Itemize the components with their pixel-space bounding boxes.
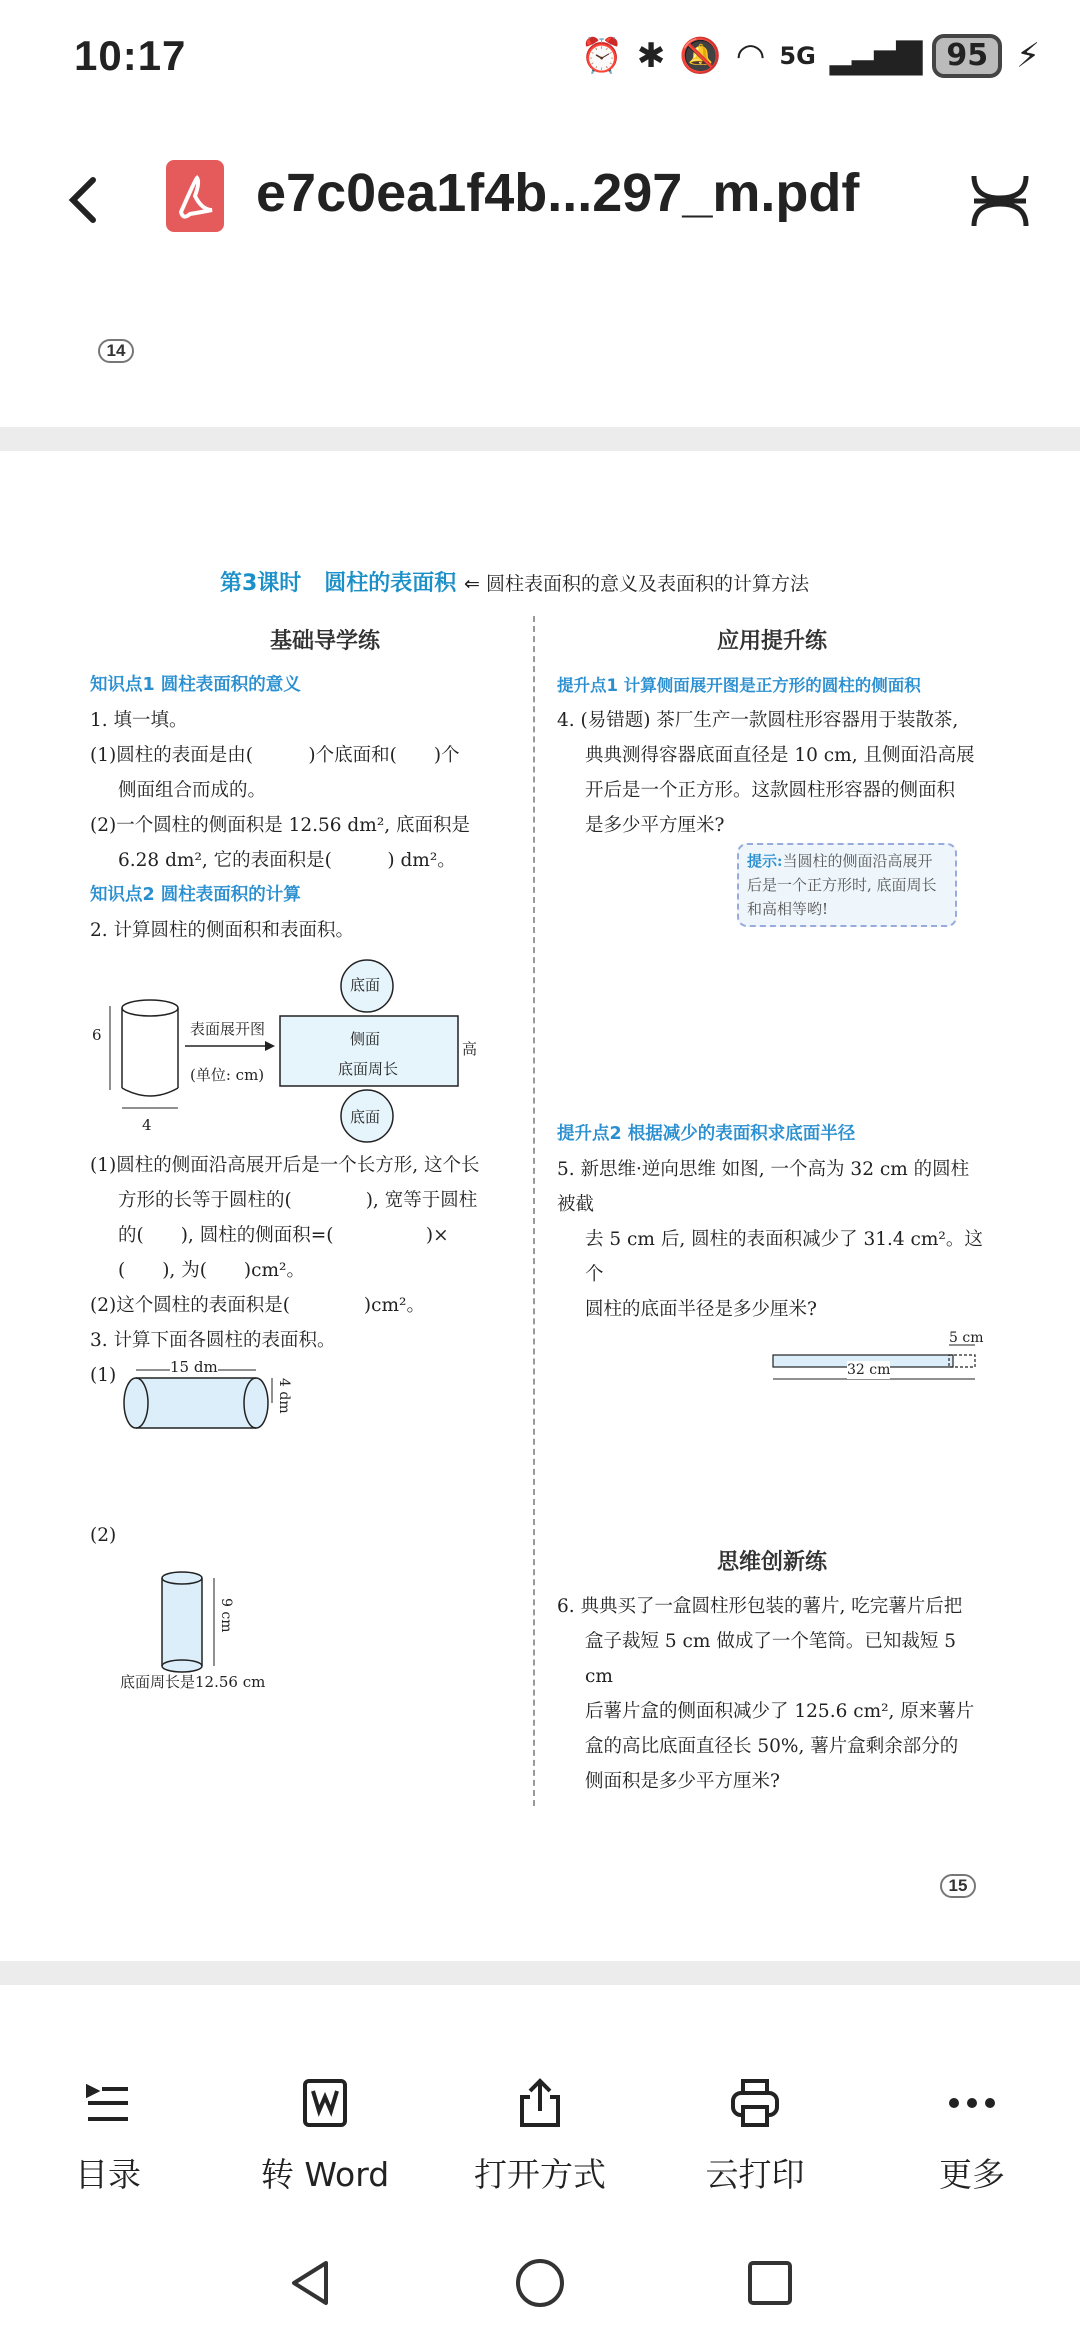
cylinder-unfold-figure: 6 4 表面展开图 (单位: cm) 底面 侧面 高 底面周长 底面 bbox=[90, 948, 560, 1148]
document-title: e7c0ea1f4b...297_m.pdf bbox=[256, 163, 860, 223]
wifi-icon: ◠ bbox=[735, 36, 766, 76]
question-line: 6.28 dm², 它的表面积是( ) dm²。 bbox=[118, 850, 456, 871]
question: 2. 计算圆柱的侧面积和表面积。 bbox=[90, 920, 355, 941]
question-line: 典典测得容器底面直径是 10 cm, 且侧面沿高展 bbox=[585, 745, 975, 766]
list-icon bbox=[80, 2075, 136, 2131]
question-line: 是多少平方厘米? bbox=[585, 815, 725, 836]
question-line: 去 5 cm 后, 圆柱的表面积减少了 31.4 cm²。这个 bbox=[585, 1229, 983, 1285]
toc-button[interactable]: 目录 bbox=[33, 2075, 183, 2196]
page-number: 15 bbox=[940, 1874, 976, 1898]
share-icon bbox=[512, 2075, 568, 2131]
title-bar bbox=[0, 120, 1080, 285]
question-line: 4. (易错题) 茶厂生产一款圆柱形容器用于装散茶, bbox=[557, 710, 959, 731]
charging-icon: ⚡ bbox=[1016, 36, 1040, 76]
question-line: 方形的长等于圆柱的( ), 宽等于圆柱 bbox=[118, 1190, 478, 1211]
status-bar bbox=[0, 0, 1080, 120]
bottom-toolbar bbox=[0, 1985, 1080, 2340]
more-icon bbox=[944, 2075, 1000, 2131]
question-line: 盒的高比底面直径长 50%, 薯片盒剩余部分的 bbox=[585, 1736, 959, 1757]
system-back-icon[interactable] bbox=[282, 2255, 338, 2311]
question: 1. 填一填。 bbox=[90, 710, 188, 731]
page-14-bottom bbox=[0, 285, 1080, 427]
network-label: 5G bbox=[779, 42, 816, 70]
cylinder-figure-2: 9 cm 底面周长是12.56 cm bbox=[90, 1568, 560, 1698]
battery-icon: 95 bbox=[932, 34, 1002, 78]
section-heading: 思维创新练 bbox=[716, 1550, 827, 1575]
right-column bbox=[557, 616, 987, 1799]
convert-word-button[interactable]: 转 Word bbox=[250, 2075, 400, 2196]
question-line: 5. 新思维·逆向思维 如图, 一个高为 32 cm 的圆柱被截 bbox=[557, 1159, 970, 1215]
question: 3. 计算下面各圆柱的表面积。 bbox=[90, 1330, 336, 1351]
question-line: ( ), 为( )cm²。 bbox=[118, 1260, 305, 1281]
signal-icon: ▂▃▅▇ bbox=[829, 36, 919, 76]
open-with-button[interactable]: 打开方式 bbox=[465, 2075, 615, 2196]
lesson-heading: 第3课时 圆柱的表面积 ⇐ 圆柱表面积的意义及表面积的计算方法 bbox=[220, 571, 809, 596]
system-home-icon[interactable] bbox=[512, 2255, 568, 2311]
cloud-print-button[interactable]: 云打印 bbox=[680, 2075, 830, 2196]
question-line: (1)圆柱的侧面沿高展开后是一个长方形, 这个长 bbox=[90, 1155, 480, 1176]
left-column bbox=[90, 616, 560, 1698]
clock: 10:17 bbox=[74, 32, 187, 79]
section-heading: 基础导学练 bbox=[269, 629, 380, 654]
more-button[interactable]: 更多 bbox=[897, 2075, 1047, 2196]
word-icon bbox=[297, 2075, 353, 2131]
pdf-page bbox=[0, 451, 1080, 1961]
status-icons bbox=[581, 34, 1040, 78]
knowledge-point: 提升点1 计算侧面展开图是正方形的圆柱的侧面积 bbox=[557, 676, 921, 695]
alarm-icon: ⏰ bbox=[580, 36, 623, 76]
question-line: 侧面组合而成的。 bbox=[118, 780, 267, 801]
question-line: (1)圆柱的表面是由( )个底面和( )个 bbox=[90, 745, 460, 766]
knowledge-point: 提升点2 根据减少的表面积求底面半径 bbox=[557, 1124, 856, 1144]
question-line: (2)这个圆柱的表面积是( )cm²。 bbox=[90, 1295, 425, 1316]
hint-box: 提示:当圆柱的侧面沿高展开后是一个正方形时, 底面周长和高相等哟! bbox=[737, 843, 957, 927]
prev-page-number: 14 bbox=[98, 339, 134, 363]
fullscreen-icon[interactable] bbox=[970, 172, 1030, 230]
knowledge-point: 知识点2 圆柱表面积的计算 bbox=[90, 885, 301, 905]
cut-cylinder-figure: 5 cm 32 cm bbox=[557, 1327, 987, 1537]
question-line: 的( ), 圆柱的侧面积=( )× bbox=[118, 1225, 449, 1246]
back-icon[interactable] bbox=[55, 170, 115, 230]
cylinder-figure-1: (1) 15 dm 4 dm (2) bbox=[90, 1358, 292, 1546]
pdf-viewer[interactable] bbox=[0, 285, 1080, 1985]
question-line: 6. 典典买了一盒圆柱形包装的薯片, 吃完薯片后把 bbox=[557, 1596, 963, 1617]
question-line: 圆柱的底面半径是多少厘米? bbox=[585, 1299, 817, 1320]
bluetooth-icon: ✱ bbox=[636, 36, 666, 76]
question-line: 开后是一个正方形。这款圆柱形容器的侧面积 bbox=[585, 780, 956, 801]
question-line: 后薯片盒的侧面积减少了 125.6 cm², 原来薯片 bbox=[585, 1701, 975, 1722]
mute-icon: 🔕 bbox=[679, 36, 722, 76]
system-recents-icon[interactable] bbox=[742, 2255, 798, 2311]
pdf-file-icon bbox=[166, 160, 224, 232]
question-line: (2)一个圆柱的侧面积是 12.56 dm², 底面积是 bbox=[90, 815, 470, 836]
print-icon bbox=[727, 2075, 783, 2131]
question-line: 盒子裁短 5 cm 做成了一个笔筒。已知裁短 5 cm bbox=[585, 1631, 956, 1687]
section-heading: 应用提升练 bbox=[716, 629, 827, 654]
question-line: 侧面积是多少平方厘米? bbox=[585, 1771, 780, 1792]
knowledge-point: 知识点1 圆柱表面积的意义 bbox=[90, 675, 301, 695]
